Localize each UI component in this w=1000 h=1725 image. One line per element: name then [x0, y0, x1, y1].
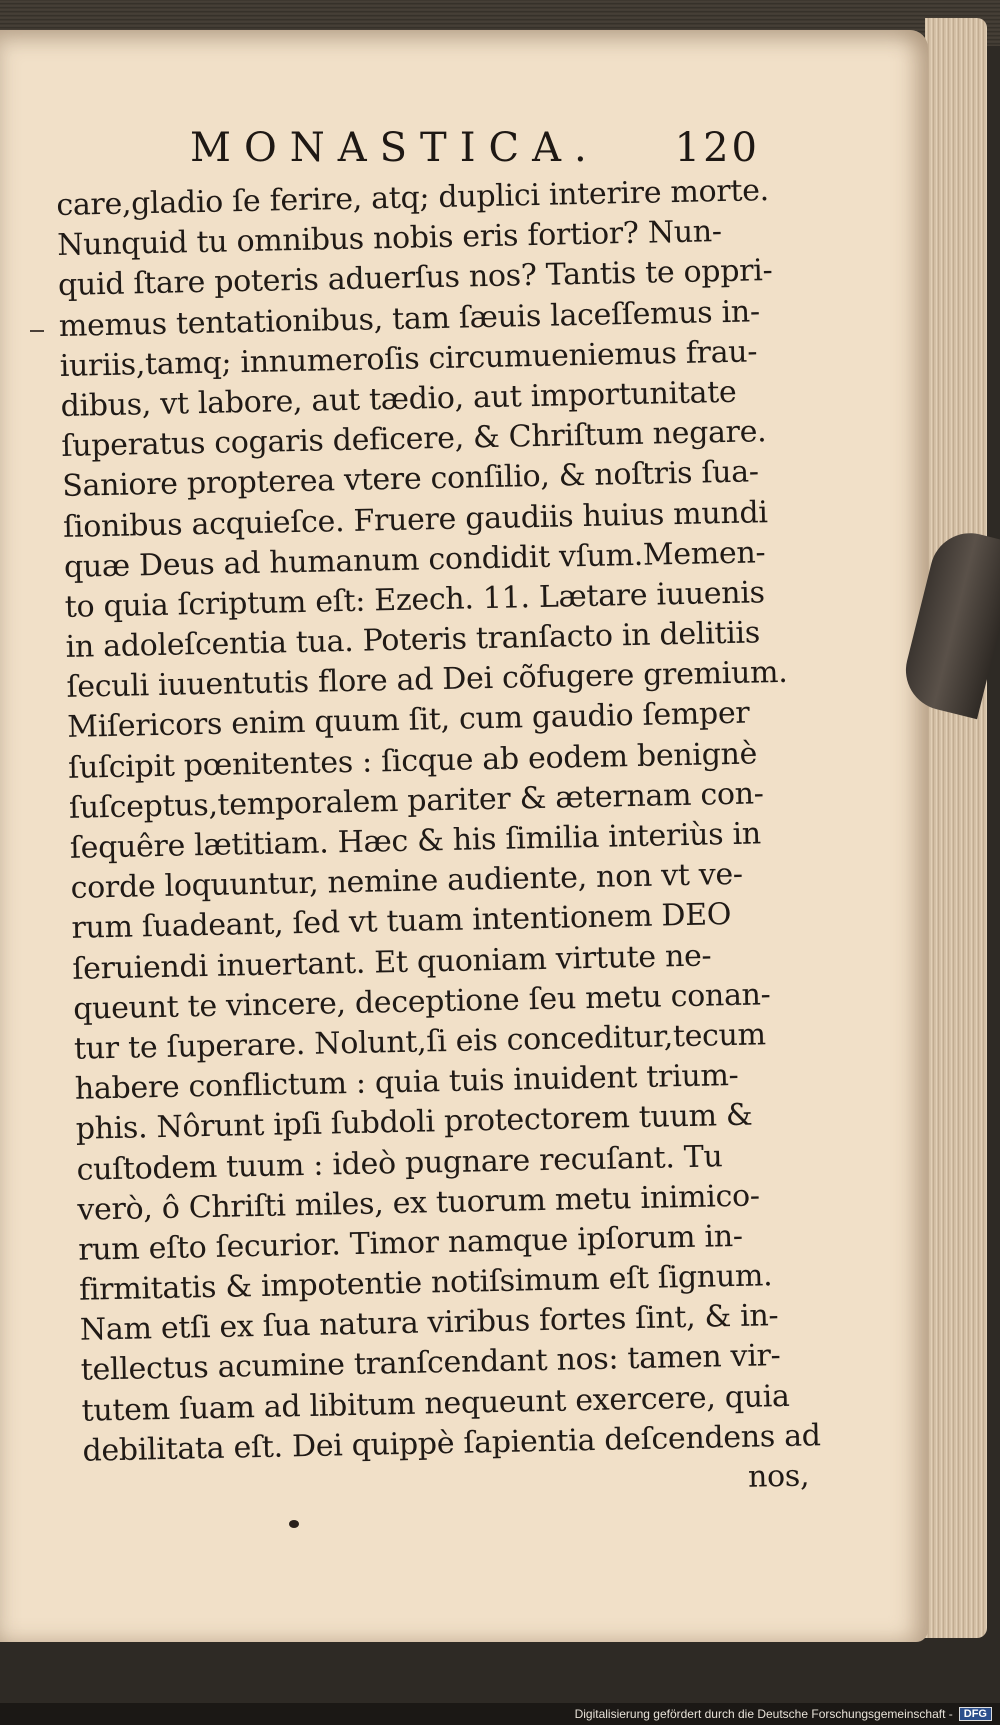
page-number: 120	[674, 125, 760, 171]
text-line: Saniore propterea vtere conſilio, & noſtris ſua-	[61, 454, 759, 505]
body-text	[56, 171, 822, 1512]
text-line: Miſericors enim quum ſit, cum gaudio ſemper	[66, 696, 750, 746]
ink-speck	[289, 1520, 299, 1528]
text-line: ſionibus acquieſce. Fruere gaudiis huius mundi	[62, 494, 768, 545]
text-line: tellectus acumine tranſcendant nos: tamen vir-	[80, 1338, 781, 1389]
dfg-logo: DFG	[959, 1707, 992, 1721]
text-line: ſeruiendi inuertant. Et quoniam virtute ne-	[72, 938, 712, 987]
margin-mark	[30, 330, 44, 332]
text-line: phis. Nôrunt ipſi ſubdoli protectorem tuum &	[75, 1097, 753, 1148]
text-line: queunt te vincere, deceptione ſeu metu conan-	[72, 976, 771, 1027]
text-line: Nam etſi ex ſua natura viribus fortes ſint, & in-	[79, 1298, 779, 1348]
text-line: ſuſcipit pœnitentes : ſicque ab eodem benignè	[67, 736, 758, 786]
text-line: memus tentationibus, tam ſæuis laceſſemus in-	[58, 293, 761, 344]
running-title: MONASTICA.	[190, 125, 600, 171]
funding-credit: Digitalisierung gefördert durch die Deutsche Forschungsgemeinschaft -	[574, 1707, 953, 1721]
text-line: cuſtodem tuum : ideò pugnare recuſant. Tu	[76, 1138, 723, 1188]
text-line: dibus, vt labore, aut tædio, aut importunitate	[60, 374, 737, 424]
text-line: verò, ô Chriſti miles, ex tuorum metu inimico-	[77, 1178, 760, 1228]
catchword: nos,	[747, 1458, 810, 1495]
text-line: to quia ſcriptum eſt: Ezech. 11. Lætare iuuenis	[64, 575, 766, 625]
text-line: corde loquuntur, nemine audiente, non vt ve-	[70, 856, 744, 907]
text-line: care,gladio ſe ferire, atq; duplici interire morte.	[56, 173, 770, 223]
text-line: tutem ſuam ad libitum nequeunt exercere, quia	[81, 1378, 790, 1429]
text-line: iuriis,tamq; innumeroſis circumueniemus frau-	[59, 334, 758, 384]
text-line: debilitata eſt. Dei quippè ſapientia deſcendens ad	[82, 1418, 822, 1469]
text-line: rum eſto ſecurior. Timor namque ipſorum in-	[77, 1218, 743, 1268]
text-line: ſuperatus cogaris deficere, & Chriſtum negare.	[61, 414, 767, 465]
text-line: rum ſuadeant, ſed vt tuam intentionem DEO	[71, 897, 732, 947]
book-fore-edge	[925, 18, 987, 1638]
text-line: ſequêre lætitiam. Hæc & his ſimilia interiùs in	[69, 816, 762, 866]
text-line: quid ſtare poteris aduerſus nos? Tantis te oppri-	[57, 253, 773, 304]
running-header	[190, 118, 760, 178]
text-line: habere conflictum : quia tuis inuident trium-	[74, 1058, 739, 1107]
text-line: firmitatis & impotentie notiſsimum eſt ſignum.	[78, 1258, 773, 1308]
text-line: Nunquid tu omnibus nobis eris fortior? Nun-	[56, 214, 723, 264]
text-line: quæ Deus ad humanum condidit vſum.Memen-	[63, 534, 766, 585]
text-line: in adoleſcentia tua. Poteris tranſacto in delitiis	[65, 615, 761, 665]
text-line: ſeculi iuuentutis flore ad Dei cõfugere gremium.	[66, 655, 788, 706]
digitization-footer	[0, 1703, 1000, 1725]
text-line: tur te ſuperare. Nolunt,ſi eis conceditur,tecum	[73, 1017, 767, 1067]
text-line: ſuſceptus,temporalem pariter & æternam con-	[68, 776, 764, 826]
